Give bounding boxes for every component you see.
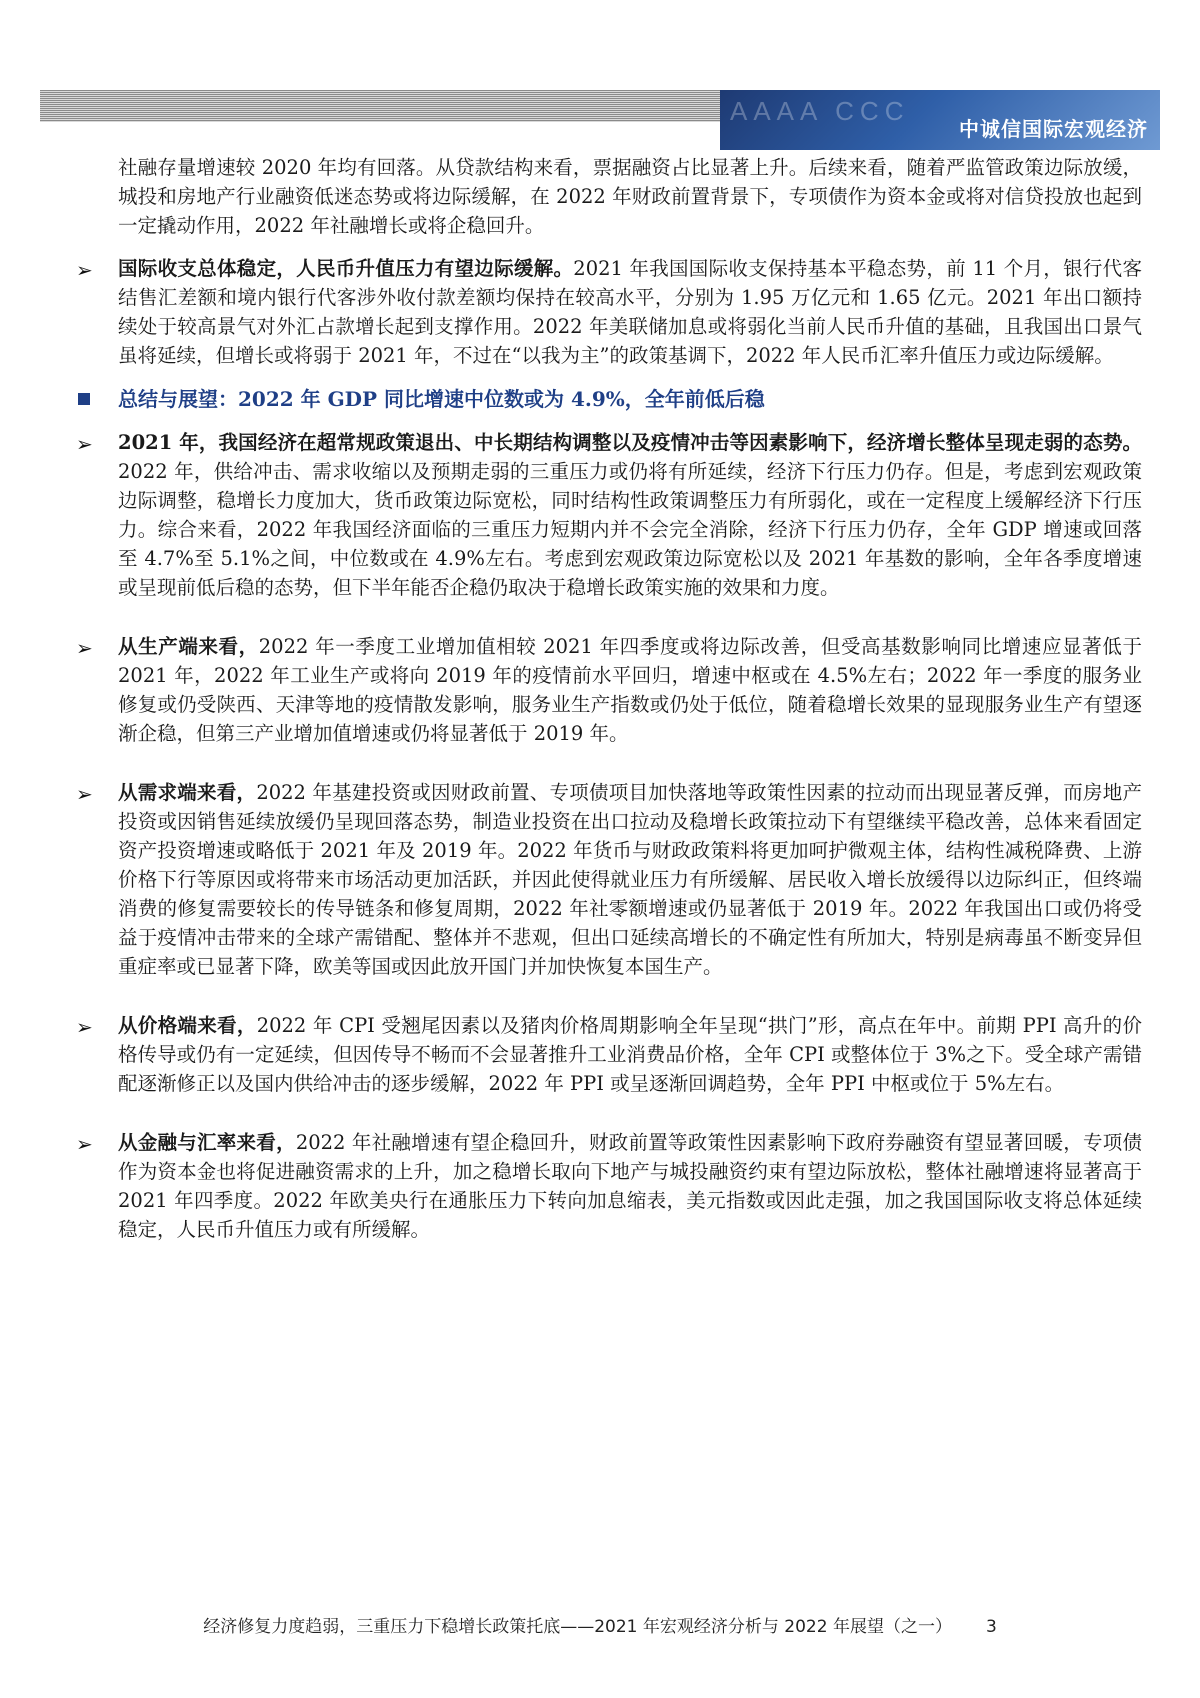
bullet-arrow-icon: ➢ <box>76 432 93 456</box>
bullet-arrow-icon: ➢ <box>76 258 93 282</box>
bullet-heading: 国际收支总体稳定，人民币升值压力有望边际缓解。 <box>118 257 574 280</box>
bullet-text: 2021 年我国国际收支保持基本平稳态势，前 11 个月，银行代客结售汇差额和境内银行代客涉外收付款差额均保持在较高水平，分别为 1.95 万亿元和 1.65 亿元。2021 年出口额持续处于较高景气对外汇占款增长起到支撑作用。2022 年美联储加息或将弱化当前人民币升值的基础，且我国出口景气虽将延续，但增长或将弱于 2021 年，不过在“以我为主”的政策基调下，2022 年人民币汇率升值压力或边际缓解。 <box>118 257 1142 367</box>
section-title <box>118 384 1142 414</box>
bullet-heading: 从价格端来看， <box>118 1014 257 1037</box>
bullet-overall-outlook <box>76 428 1142 602</box>
page-footer <box>0 1612 1200 1637</box>
bullet-text: 2022 年社融增速有望企稳回升，财政前置等政策性因素影响下政府券融资有望显著回暖，专项债作为资本金也将促进融资需求的上升，加之稳增长取向下地产与城投融资约束有望边际放松，整体社融增速将显著高于 2021 年四季度。2022 年欧美央行在通胀压力下转向加息缩表，美元指数或因此走强，加之我国国际收支将总体延续稳定，人民币升值压力或有所缓解。 <box>118 1131 1142 1241</box>
bullet-demand-side <box>76 778 1142 981</box>
header-brand-text: 中诚信国际宏观经济 <box>959 117 1148 141</box>
bullet-international-balance <box>76 254 1142 370</box>
bullet-arrow-icon: ➢ <box>76 1132 93 1156</box>
bullet-arrow-icon: ➢ <box>76 782 93 806</box>
bullet-finance-exchange <box>76 1128 1142 1244</box>
bullet-arrow-icon: ➢ <box>76 1015 93 1039</box>
document-body <box>76 153 1142 1244</box>
bullet-heading: 从金融与汇率来看， <box>118 1131 296 1154</box>
bullet-heading: 从需求端来看， <box>118 781 257 804</box>
section-title-text: 总结与展望：2022 年 GDP 同比增速中位数或为 4.9%，全年前低后稳 <box>118 387 765 411</box>
bullet-text: 2022 年 CPI 受翘尾因素以及猪肉价格周期影响全年呈现“拱门”形，高点在年中。前期 PPI 高升的价格传导或仍有一定延续，但因传导不畅而不会显著推升工业消费品价格，全年 CPI 或整体位于 3%之下。受全球产需错配逐渐修正以及国内供给冲击的逐步缓解，2022 年 PPI 或呈逐渐回调趋势，全年 PPI 中枢或位于 5%左右。 <box>118 1014 1142 1095</box>
bullet-heading: 从生产端来看， <box>118 635 259 658</box>
paragraph-continuation: 社融存量增速较 2020 年均有回落。从贷款结构来看，票据融资占比显著上升。后续来看，随着严监管政策边际放缓，城投和房地产行业融资低迷态势或将边际缓解，在 2022 年财政前置背景下，专项债作为资本金或将对信贷投放也起到一定撬动作用，2022 年社融增长或将企稳回升。 <box>118 156 1142 237</box>
bullet-heading: 2021 年，我国经济在超常规政策退出、中长期结构调整以及疫情冲击等因素影响下，经济增长整体呈现走弱的态势。 <box>118 431 1142 454</box>
bullet-text: 2022 年基建投资或因财政前置、专项债项目加快落地等政策性因素的拉动而出现显著反弹，而房地产投资或因销售延续放缓仍呈现回落态势，制造业投资在出口拉动及稳增长政策拉动下有望继续平稳改善，总体来看固定资产投资增速或略低于 2021 年及 2019 年。2022 年货币与财政政策料将更加呵护微观主体，结构性减税降费、上游价格下行等原因或将带来市场活动更加活跃，并因此使得就业压力有所缓解、居民收入增长放缓得以边际纠正，但终端消费的修复需要较长的传导链条和修复周期，2022 年社零额增速或仍显著低于 2019 年。2022 年我国出口或仍将受益于疫情冲击带来的全球产需错配、整体并不悲观，但出口延续高增长的不确定性有所加大，特别是病毒虽不断变异但重症率或已显著下降，欧美等国或因此放开国门并加快恢复本国生产。 <box>118 781 1142 978</box>
footer-title: 经济修复力度趋弱，三重压力下稳增长政策托底——2021 年宏观经济分析与 2022 年展望（之一） <box>203 1617 952 1637</box>
bullet-text: 2022 年一季度工业增加值相较 2021 年四季度或将边际改善，但受高基数影响同比增速应显著低于 2021 年，2022 年工业生产或将向 2019 年的疫情前水平回归，增速中枢或在 4.5%左右；2022 年一季度的服务业修复或仍受陕西、天津等地的疫情散发影响，服务业生产指数或仍处于低位，随着稳增长效果的显现服务业生产有望逐渐企稳，但第三产业增加值增速或仍将显著低于 2019 年。 <box>118 635 1142 745</box>
bullet-price-side <box>76 1011 1142 1098</box>
header-logo-banner <box>720 90 1160 150</box>
header-stripe-bar <box>40 90 720 122</box>
square-bullet-icon <box>78 393 90 405</box>
bullet-production-side <box>76 632 1142 748</box>
header-logo-decoration: AAAA CCC <box>730 96 910 126</box>
bullet-text: 2022 年，供给冲击、需求收缩以及预期走弱的三重压力或仍将有所延续，经济下行压力仍存。但是，考虑到宏观政策边际调整，稳增长力度加大，货币政策边际宽松，同时结构性政策调整压力有所弱化，或在一定程度上缓解经济下行压力。综合来看，2022 年我国经济面临的三重压力短期内并不会完全消除，经济下行压力仍存，全年 GDP 增速或回落至 4.7%至 5.1%之间，中位数或在 4.9%左右。考虑到宏观政策边际宽松以及 2021 年基数的影响，全年各季度增速或呈现前低后稳的态势，但下半年能否企稳仍取决于稳增长政策实施的效果和力度。 <box>118 460 1142 599</box>
bullet-arrow-icon: ➢ <box>76 636 93 660</box>
page-header <box>40 90 1160 150</box>
page-number: 3 <box>985 1617 997 1637</box>
